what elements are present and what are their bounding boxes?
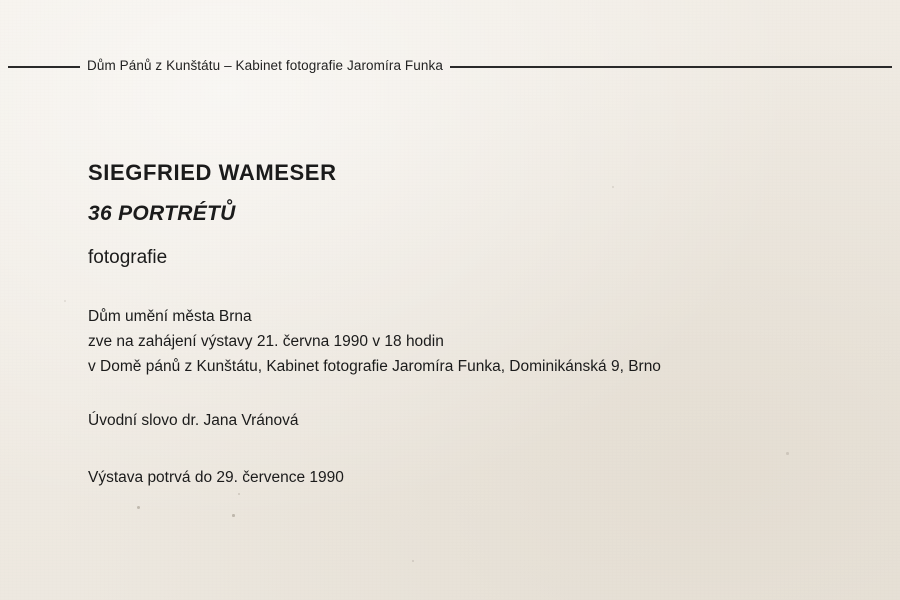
venue-caption: Dům Pánů z Kunštátu – Kabinet fotografie Jaromíra Funka [87, 58, 443, 74]
header-rule-left-segment [8, 66, 80, 68]
card-content [88, 160, 848, 489]
invitation-line-opening: zve na zahájení výstavy 21. června 1990 v 18 hodin [88, 332, 444, 350]
artist-name: SIEGFRIED WAMESER [88, 160, 337, 185]
medium-label: fotografie [88, 246, 168, 268]
invitation-paragraph [88, 304, 848, 379]
paper-speck [232, 514, 235, 517]
opening-speaker: Úvodní slovo dr. Jana Vránová [88, 411, 299, 429]
paper-speck [412, 560, 414, 562]
paper-speck [137, 506, 140, 509]
header-rule-with-caption [8, 58, 892, 76]
invitation-line-address: v Domě pánů z Kunštátu, Kabinet fotografie Jaromíra Funka, Dominikánská 9, Brno [88, 357, 661, 375]
invitation-line-organizer: Dům umění města Brna [88, 307, 252, 325]
paper-speck [64, 300, 66, 302]
header-rule-right-segment [450, 66, 892, 68]
paper-speck [238, 493, 240, 495]
work-title: 36 PORTRÉTŮ [88, 201, 236, 225]
exhibition-duration: Výstava potrvá do 29. července 1990 [88, 469, 344, 487]
